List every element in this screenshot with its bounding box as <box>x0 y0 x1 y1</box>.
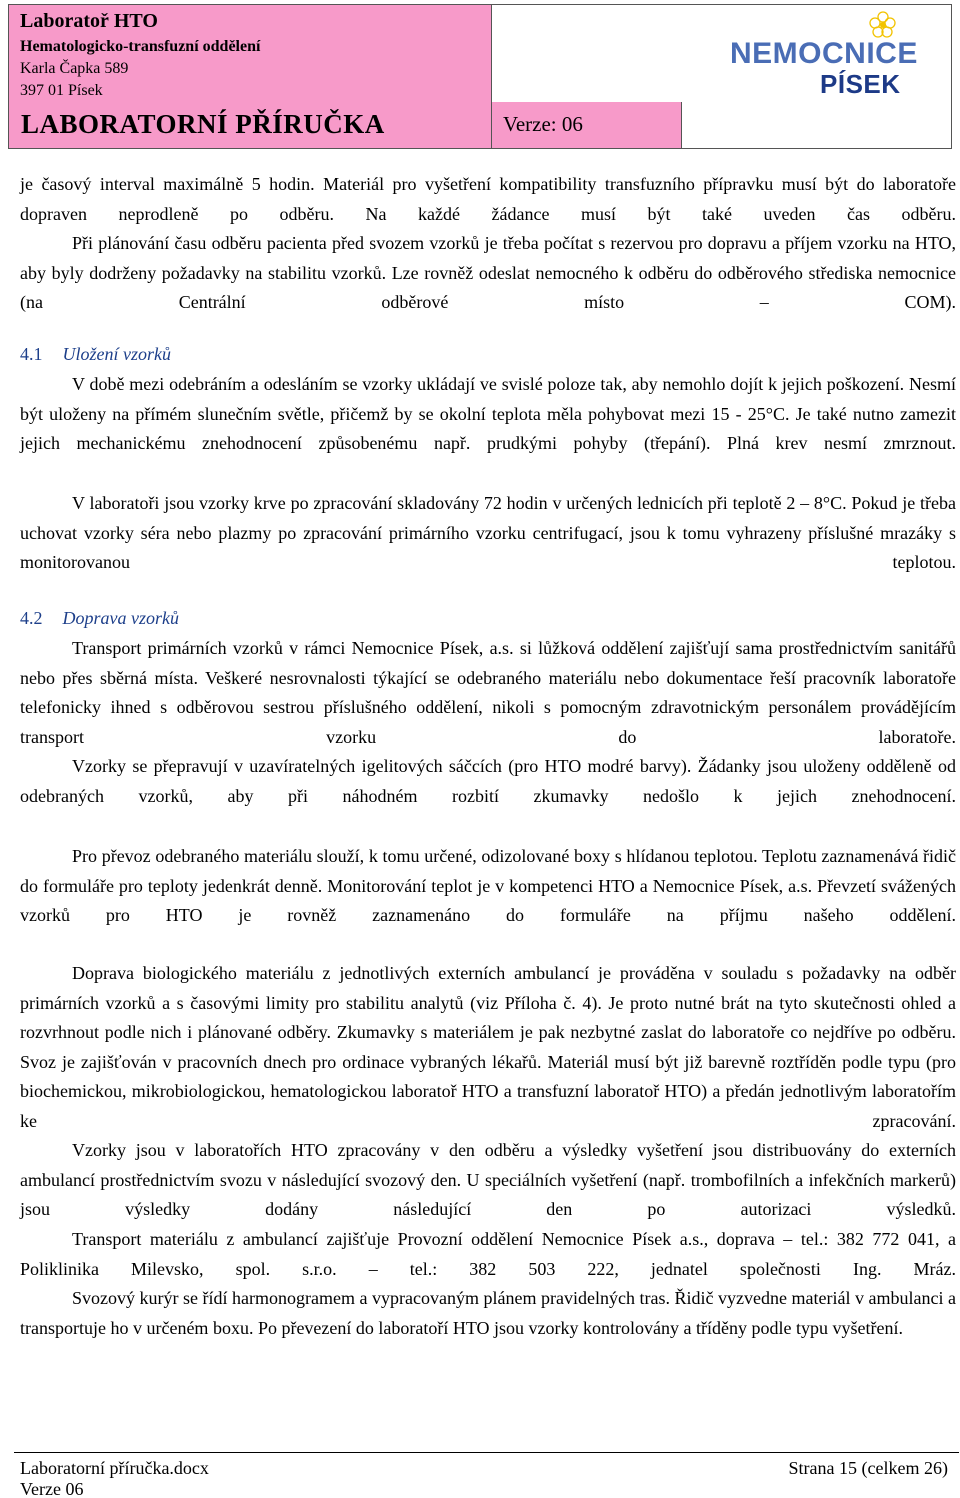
doc-title: LABORATORNÍ PŘÍRUČKA <box>21 109 385 139</box>
version-cell <box>491 102 681 149</box>
header-address-block <box>8 4 491 102</box>
section-heading-4-2 <box>20 604 179 633</box>
department-name: Hematologicko-transfuzní oddělení <box>20 38 261 55</box>
storage-paragraph-2: V laboratoři jsou vzorky krve po zpracování skladovány 72 hodin v určených lednicích při teplotě 2 – 8°C. Pokud je třeba uchovat vzorky séra nebo plazmy po zpracování primárního vzorku centrifugací, jsou k tomu vyhrazeny příslušné mrazáky s monitorovanou teplotou. <box>20 493 956 573</box>
intro-paragraph-2: Při plánování času odběru pacienta před svozem vzorků je třeba počítat s rezervou pro dopravu a příjem vzorku na HTO, aby byly dodrženy požadavky na stabilitu vzorků. Lze rovněž odeslat nemocného k odběru do odběrového střediska nemocnice (na Centrální odběrové místo – COM). <box>20 233 956 313</box>
transport-paragraph-7: Svozový kurýr se řídí harmonogramem a vypracovaným plánem pravidelných tras. Řidič vyzvedne materiál v ambulanci a transportuje ho v určeném boxu. Po převezení do laboratoří HTO jsou vzorky kontrolovány a tříděny podle typu vyšetření. <box>20 1288 956 1338</box>
transport-paragraph-5: Vzorky jsou v laboratořích HTO zpracovány v den odběru a výsledky vyšetření jsou distribuovány do externích ambulancí prostřednictvím svozu v následující svozový den. U speciálních vyšetření (např. trombofilních a infekčních markerů) jsou výsledky dodány následující den po autorizaci výsledků. <box>20 1140 956 1220</box>
footer-version: Verze 06 <box>20 1479 84 1498</box>
intro-paragraph: je časový interval maximálně 5 hodin. Materiál pro vyšetření kompatibility transfuzního přípravku musí být do laboratoře dopraven neprodleně po odběru. Na každé žádance musí být také uveden čas odběru. <box>20 174 956 224</box>
header-empty-cell <box>681 102 952 149</box>
section-number: 4.2 <box>20 608 43 628</box>
footer-file-name: Laboratorní příručka.docx <box>20 1458 209 1478</box>
section-title: Doprava vzorků <box>62 608 179 628</box>
transport-paragraph-3: Pro převoz odebraného materiálu slouží, k tomu určené, odizolované boxy s hlídanou teplotou. Teplotu zaznamenává řidič do formuláře pro teploty jedenkrát denně. Monitorování teplot je v kompetenci HTO a Nemocnice Písek, a.s. Převzetí svážených vzorků pro HTO je rovněž zaznamenáno do formuláře na příjmu našeho oddělení. <box>20 846 956 926</box>
transport-paragraph-6: Transport materiálu z ambulancí zajišťuje Provozní oddělení Nemocnice Písek a.s., doprava – tel.: 382 772 041, a Poliklinika Milevsko, spol. s.r.o. – tel.: 382 503 222, jednatel společnosti Ing. Mráz. <box>20 1229 956 1279</box>
section-number: 4.1 <box>20 344 43 364</box>
hospital-logo <box>704 7 949 102</box>
storage-paragraph-1: V době mezi odebráním a odesláním se vzorky ukládají ve svislé poloze tak, aby nemohlo dojít k jejich poškození. Nesmí být uloženy na přímém slunečním světle, přičemž by se okolní teplota měla pohybovat mezi 15 - 25°C. Je také nutno zamezit jejich mechanickému znehodnocení způsobenému např. prudkými pohyby (třepání). Plná krev nesmí zmrznout. <box>20 374 956 454</box>
doc-title-cell <box>8 102 491 149</box>
transport-paragraph-2: Vzorky se přepravují v uzavíratelných igelitových sáčcích (pro HTO modré barvy). Žádanky jsou uloženy odděleně od odebraných vzorků, aby při náhodném rozbití zkumavky nedošlo k jejich znehodnocení. <box>20 756 956 806</box>
transport-paragraph-4: Doprava biologického materiálu z jednotlivých externích ambulancí je prováděna v souladu s požadavky na odběr primárních vzorků a s časovými limity pro stabilitu analytů (viz Příloha č. 4). Je proto nutné brát na tyto skutečnosti ohled a rozvrhnout podle nich i plánované odběry. Zkumavky s materiálem je pak nezbytné zaslat do laboratoře co nejdříve po odběru. Svoz je zajišťován v pracovních dnech pro ordinace vybraných lékařů. Materiál musí být již barevně roztříděn podle typu (pro biochemickou, mikrobiologickou, hematologickou laboratoř HTO a transfuzní laboratoř HTO) a předán jednotlivým laboratořím ke zpracování. <box>20 963 956 1131</box>
logo-text-pisek: PÍSEK <box>820 69 901 99</box>
transport-paragraph-1: Transport primárních vzorků v rámci Nemocnice Písek, a.s. si lůžková oddělení zajišťují sama prostřednictvím sanitářů nebo přes sběrná místa. Veškeré nesrovnalosti týkající se odebraného materiálu nebo dokumentace řeší pracovník laboratoře telefonicky ihned s odběrovou sestrou příslušného oddělení, nikoli s pomocným zdravotnickým personálem provádějícím transport vzorku do laboratoře. <box>20 638 956 747</box>
section-heading-4-1 <box>20 340 171 369</box>
logo-cell <box>491 4 952 102</box>
footer-divider <box>14 1452 959 1453</box>
page-header <box>8 4 952 149</box>
logo-text-nemocnice: NEMOCNICE <box>730 37 918 70</box>
street-address: Karla Čapka 589 <box>20 60 129 77</box>
version-label: Verze: 06 <box>503 112 583 136</box>
lab-name: Laboratoř HTO <box>20 10 158 32</box>
city-address: 397 01 Písek <box>20 82 103 99</box>
section-title: Uložení vzorků <box>62 344 171 364</box>
footer-page-number: Strana 15 (celkem 26) <box>788 1458 948 1478</box>
